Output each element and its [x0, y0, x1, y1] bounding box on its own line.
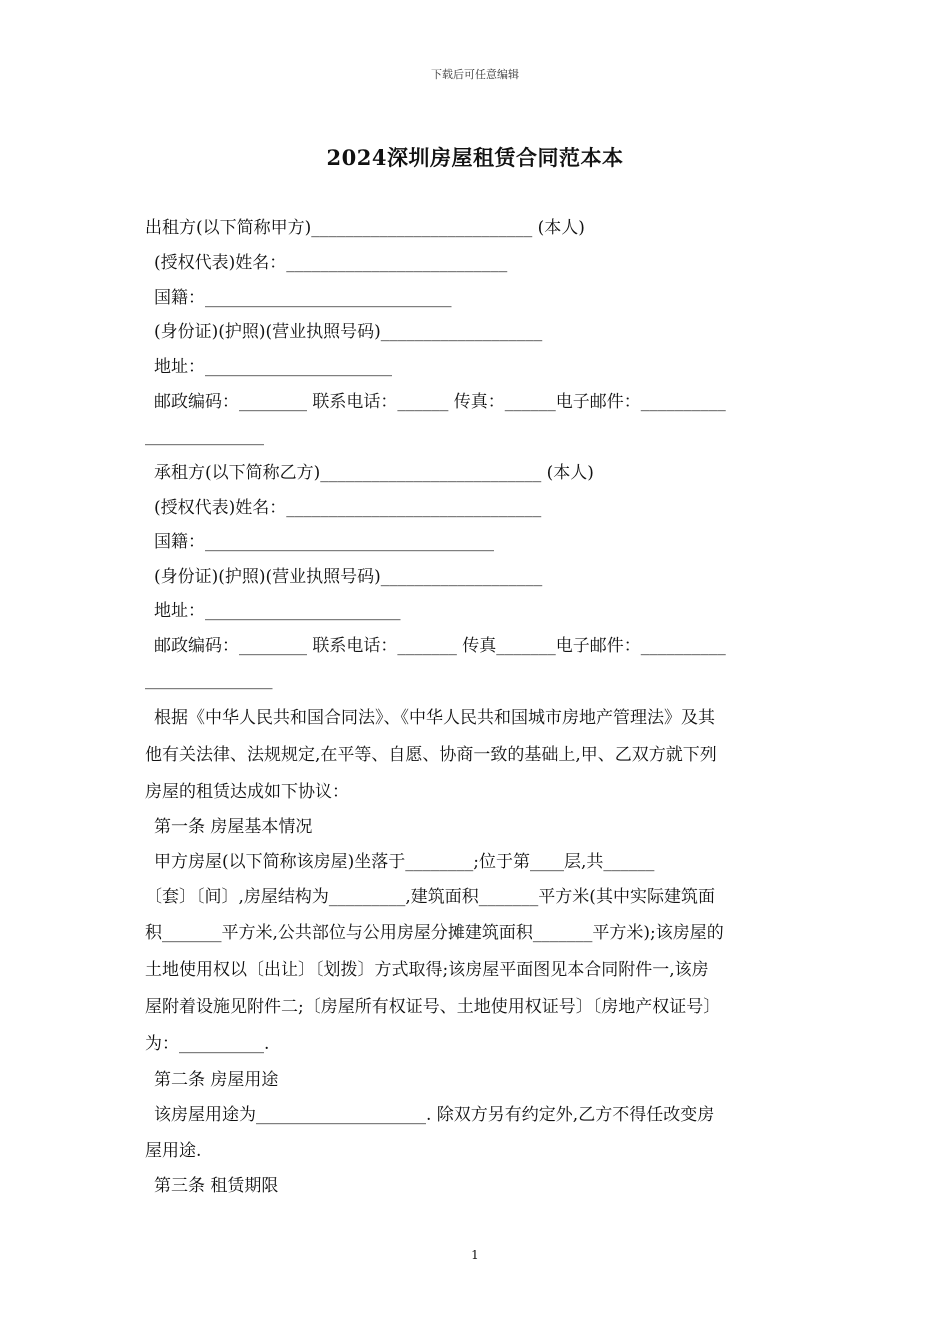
article-1-line-3: 积_______平方米,公共部位与公用房屋分摊建筑面积_______平方米);该房屋的: [145, 923, 724, 943]
lessor-nationality: 国籍：_____________________________: [154, 288, 452, 308]
lessee-nationality: 国籍：__________________________________: [154, 532, 494, 552]
page-number: 1: [471, 1248, 479, 1262]
lessee-contact-cont: _______________: [145, 670, 273, 690]
article-3-heading: 第三条 租赁期限: [154, 1176, 279, 1196]
article-1-heading: 第一条 房屋基本情况: [154, 817, 313, 837]
lessee-address: 地址：_______________________: [154, 601, 401, 621]
lessor-address: 地址：______________________: [154, 357, 392, 377]
page-header: 下载后可任意编辑: [431, 68, 519, 81]
lessor-id: (身份证)(护照)(营业执照号码)___________________: [154, 322, 543, 342]
lessor-line: 出租方(以下简称甲方)__________________________ (本人): [145, 218, 585, 238]
article-1-line-6: 为：__________.: [145, 1034, 270, 1054]
lessor-contact: 邮政编码：________ 联系电话：______ 传真：______电子邮件：__________: [154, 392, 726, 412]
lessee-line: 承租方(以下简称乙方)__________________________ (本人): [154, 463, 594, 483]
article-1-line-5: 屋附着设施见附件二;〔房屋所有权证号、土地使用权证号〕〔房地产权证号〕: [145, 997, 721, 1017]
article-1-line-4: 土地使用权以〔出让〕〔划拨〕方式取得;该房屋平面图见本合同附件一,该房: [145, 960, 709, 980]
document-title: 2024深圳房屋租赁合同范本本: [326, 145, 624, 170]
preamble-line-2: 他有关法律、法规规定,在平等、自愿、协商一致的基础上,甲、乙双方就下列: [145, 745, 717, 765]
article-2-heading: 第二条 房屋用途: [154, 1070, 279, 1090]
preamble-line-3: 房屋的租赁达成如下协议：: [145, 782, 349, 802]
article-2-line-2: 屋用途.: [145, 1141, 202, 1161]
lessor-contact-cont: ______________: [145, 426, 264, 446]
lessee-id: (身份证)(护照)(营业执照号码)___________________: [154, 567, 543, 587]
preamble-line-1: 根据《中华人民共和国合同法》、《中华人民共和国城市房地产管理法》及其: [154, 708, 715, 728]
article-1-line-1: 甲方房屋(以下简称该房屋)坐落于________;位于第____层,共______: [154, 852, 655, 872]
article-1-line-2: 〔套〕〔间〕,房屋结构为_________,建筑面积_______平方米(其中实际建筑面: [145, 887, 715, 907]
article-2-line-1: 该房屋用途为____________________. 除双方另有约定外,乙方不得任改变房: [154, 1105, 715, 1125]
lessee-rep-name: (授权代表)姓名：______________________________: [154, 498, 542, 518]
lessee-contact: 邮政编码：________ 联系电话：_______ 传真_______电子邮件：__________: [154, 636, 726, 656]
lessor-rep-name: (授权代表)姓名：__________________________: [154, 253, 508, 273]
